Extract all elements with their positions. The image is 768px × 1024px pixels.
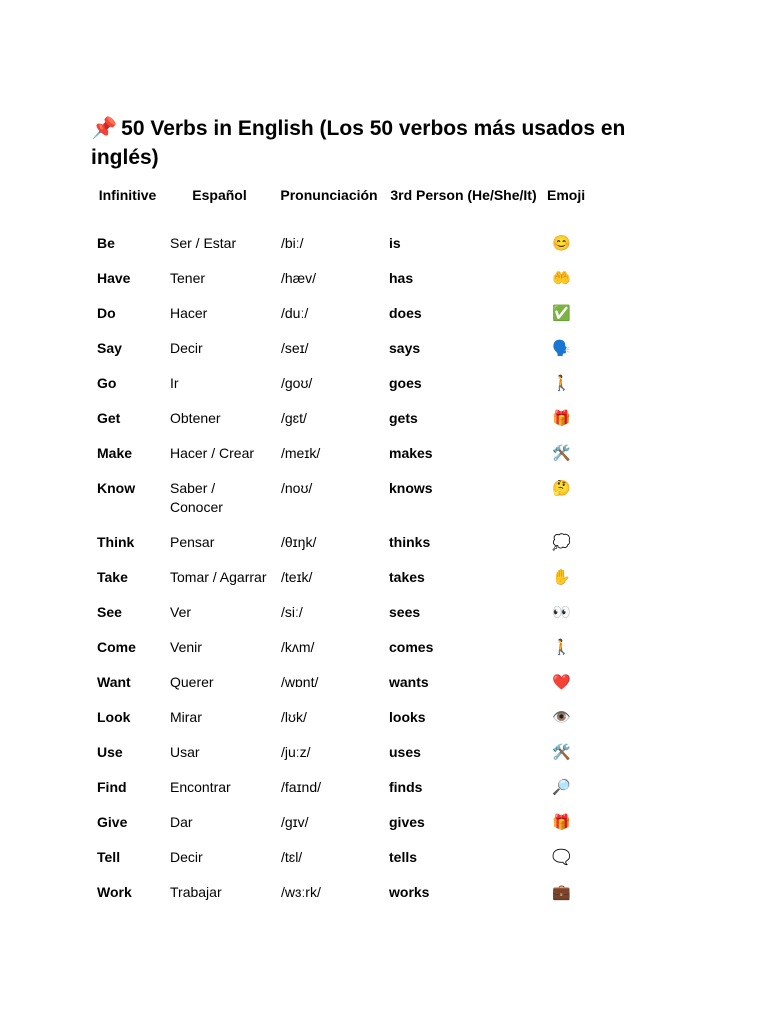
cell-emoji-icon: 💼 bbox=[552, 884, 571, 901]
cell-pronunciation: /lʊk/ bbox=[281, 709, 307, 725]
cell-espanol: Tener bbox=[170, 270, 206, 286]
table-row bbox=[91, 560, 604, 595]
header-pronunciacion: Pronunciación bbox=[280, 187, 378, 203]
cell-infinitive: Do bbox=[97, 305, 116, 321]
cell-emoji-icon: 🎁 bbox=[552, 410, 571, 427]
cell-third-person: finds bbox=[389, 779, 423, 795]
cell-third-person: says bbox=[389, 340, 421, 356]
cell-espanol: Decir bbox=[170, 849, 203, 865]
cell-pronunciation: /goʊ/ bbox=[281, 375, 313, 391]
cell-third-person: has bbox=[389, 270, 414, 286]
cell-espanol: Trabajar bbox=[170, 884, 222, 900]
cell-third-person: works bbox=[389, 884, 430, 900]
header-espanol: Español bbox=[192, 187, 247, 203]
table-row bbox=[91, 261, 604, 296]
cell-infinitive: Make bbox=[97, 445, 133, 461]
table-row bbox=[91, 331, 604, 366]
cell-emoji-icon: 🔎 bbox=[552, 779, 571, 796]
cell-third-person: gives bbox=[389, 814, 425, 830]
cell-third-person: sees bbox=[389, 604, 421, 620]
header-third-person: 3rd Person (He/She/It) bbox=[390, 187, 537, 203]
pushpin-icon: 📌 bbox=[91, 117, 118, 140]
header-infinitive: Infinitive bbox=[98, 187, 157, 203]
cell-espanol: Ser / Estar bbox=[170, 235, 237, 251]
cell-espanol: Tomar / Agarrar bbox=[170, 569, 267, 585]
table-row bbox=[91, 471, 604, 525]
cell-emoji-icon: 🎁 bbox=[552, 814, 571, 831]
table-body bbox=[91, 226, 604, 910]
cell-infinitive: Be bbox=[97, 235, 115, 251]
cell-emoji-icon: 💭 bbox=[552, 534, 571, 551]
cell-espanol: Decir bbox=[170, 340, 203, 356]
cell-third-person: thinks bbox=[389, 534, 431, 550]
cell-third-person: uses bbox=[389, 744, 421, 760]
table-row bbox=[91, 226, 604, 261]
cell-infinitive: Have bbox=[97, 270, 131, 286]
cell-emoji-icon: 🤔 bbox=[552, 480, 571, 497]
table-row bbox=[91, 436, 604, 471]
cell-pronunciation: /biː/ bbox=[281, 235, 304, 251]
cell-infinitive: Look bbox=[97, 709, 131, 725]
cell-emoji-icon: 🗣️ bbox=[552, 340, 571, 357]
cell-third-person: does bbox=[389, 305, 422, 321]
document-title-text: 50 Verbs in English (Los 50 verbos más usados en inglés) bbox=[91, 117, 626, 169]
cell-infinitive: See bbox=[97, 604, 122, 620]
header-emoji: Emoji bbox=[547, 187, 586, 203]
cell-emoji-icon: 🗨️ bbox=[552, 849, 571, 866]
cell-pronunciation: /tɛl/ bbox=[281, 849, 303, 865]
cell-pronunciation: /gɛt/ bbox=[281, 410, 307, 426]
cell-espanol: Saber / Conocer bbox=[170, 480, 223, 515]
cell-emoji-icon: ✋ bbox=[552, 569, 571, 586]
cell-pronunciation: /duː/ bbox=[281, 305, 309, 321]
cell-emoji-icon: 🤲 bbox=[552, 270, 571, 287]
table-row bbox=[91, 735, 604, 770]
cell-espanol: Dar bbox=[170, 814, 193, 830]
cell-emoji-icon: 🚶 bbox=[552, 639, 571, 656]
cell-third-person: gets bbox=[389, 410, 418, 426]
cell-emoji-icon: 😊 bbox=[552, 235, 571, 252]
cell-espanol: Pensar bbox=[170, 534, 215, 550]
cell-espanol: Obtener bbox=[170, 410, 221, 426]
cell-emoji-icon: 👀 bbox=[552, 604, 571, 621]
cell-infinitive: Know bbox=[97, 480, 136, 496]
cell-emoji-icon: 👁️ bbox=[552, 709, 571, 726]
cell-pronunciation: /faɪnd/ bbox=[281, 779, 322, 795]
cell-espanol: Venir bbox=[170, 639, 202, 655]
cell-espanol: Usar bbox=[170, 744, 200, 760]
cell-pronunciation: /kʌm/ bbox=[281, 639, 315, 655]
cell-pronunciation: /wɜːrk/ bbox=[281, 884, 321, 900]
cell-pronunciation: /juːz/ bbox=[281, 744, 311, 760]
cell-third-person: goes bbox=[389, 375, 422, 391]
table-row bbox=[91, 630, 604, 665]
table-row bbox=[91, 401, 604, 436]
table-row bbox=[91, 595, 604, 630]
cell-infinitive: Find bbox=[97, 779, 127, 795]
cell-infinitive: Get bbox=[97, 410, 121, 426]
cell-emoji-icon: ❤️ bbox=[552, 674, 571, 691]
cell-third-person: looks bbox=[389, 709, 426, 725]
cell-pronunciation: /θɪŋk/ bbox=[281, 534, 317, 550]
table-row bbox=[91, 875, 604, 910]
cell-infinitive: Take bbox=[97, 569, 128, 585]
cell-pronunciation: /gɪv/ bbox=[281, 814, 309, 830]
cell-infinitive: Say bbox=[97, 340, 122, 356]
cell-pronunciation: /noʊ/ bbox=[281, 480, 313, 496]
cell-third-person: tells bbox=[389, 849, 418, 865]
cell-third-person: wants bbox=[389, 674, 429, 690]
table-row bbox=[91, 700, 604, 735]
cell-pronunciation: /meɪk/ bbox=[281, 445, 321, 461]
table-row bbox=[91, 840, 604, 875]
cell-third-person: takes bbox=[389, 569, 425, 585]
cell-infinitive: Use bbox=[97, 744, 123, 760]
document-title bbox=[91, 114, 671, 172]
cell-pronunciation: /hæv/ bbox=[281, 270, 317, 286]
cell-infinitive: Go bbox=[97, 375, 117, 391]
cell-espanol: Ver bbox=[170, 604, 192, 620]
cell-espanol: Encontrar bbox=[170, 779, 231, 795]
cell-infinitive: Work bbox=[97, 884, 132, 900]
cell-espanol: Hacer / Crear bbox=[170, 445, 255, 461]
cell-infinitive: Tell bbox=[97, 849, 121, 865]
cell-emoji-icon: 🛠️ bbox=[552, 445, 571, 462]
table-row bbox=[91, 665, 604, 700]
table-row bbox=[91, 525, 604, 560]
cell-pronunciation: /seɪ/ bbox=[281, 340, 309, 356]
cell-infinitive: Come bbox=[97, 639, 136, 655]
cell-infinitive: Want bbox=[97, 674, 131, 690]
cell-emoji-icon: ✅ bbox=[552, 305, 571, 322]
cell-third-person: knows bbox=[389, 480, 433, 496]
cell-third-person: makes bbox=[389, 445, 433, 461]
cell-pronunciation: /teɪk/ bbox=[281, 569, 313, 585]
cell-third-person: comes bbox=[389, 639, 434, 655]
cell-infinitive: Think bbox=[97, 534, 135, 550]
table-header-row bbox=[91, 182, 604, 226]
cell-pronunciation: /siː/ bbox=[281, 604, 303, 620]
cell-pronunciation: /wɒnt/ bbox=[281, 674, 319, 690]
cell-espanol: Querer bbox=[170, 674, 214, 690]
cell-emoji-icon: 🚶 bbox=[552, 375, 571, 392]
table-row bbox=[91, 805, 604, 840]
table-row bbox=[91, 296, 604, 331]
cell-espanol: Hacer bbox=[170, 305, 208, 321]
cell-espanol: Mirar bbox=[170, 709, 202, 725]
cell-espanol: Ir bbox=[170, 375, 179, 391]
table-row bbox=[91, 770, 604, 805]
verbs-table bbox=[91, 182, 604, 910]
table-row bbox=[91, 366, 604, 401]
cell-third-person: is bbox=[389, 235, 401, 251]
cell-emoji-icon: 🛠️ bbox=[552, 744, 571, 761]
cell-infinitive: Give bbox=[97, 814, 128, 830]
